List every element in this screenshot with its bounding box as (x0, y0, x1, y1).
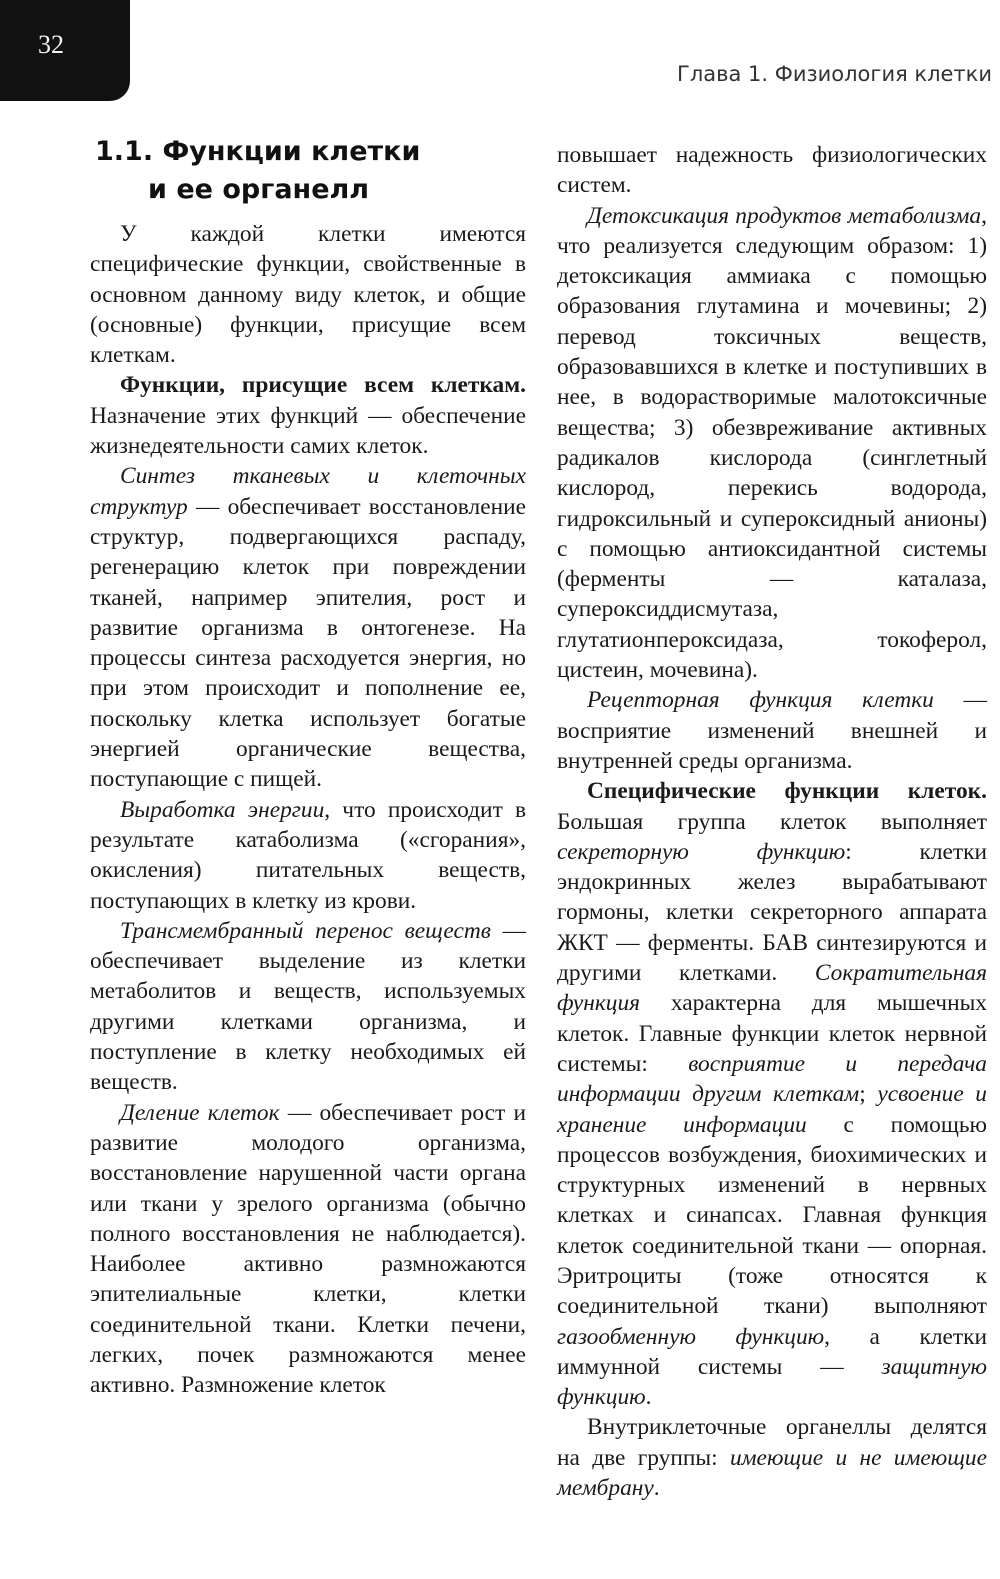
italic-term: восприятие и передача информации другим клеткам (557, 1050, 987, 1108)
paragraph-receptor (557, 685, 987, 776)
paragraph-text: : клетки эндокринных желез вырабатывают гормоны, клетки секреторного аппарата ЖКТ — ферменты. БАВ синтезируются и другими клетками. (557, 838, 987, 987)
running-head: Глава 1. Физиология клетки (677, 62, 992, 86)
paragraph-continuation: повышает надежность физиологических систем. (557, 142, 987, 199)
paragraph-text: , что происходит в результате катаболизма («сгорания», окисления) питательных веществ, поступающих в клетку из крови. (90, 796, 526, 914)
paragraph-text: с помощью процессов возбуждения, биохимических и структурных изменений в нервных клетках и синапсах. Главная функция клеток соединительной ткани — опорная. Эритроциты (тоже относятся к соединительной ткани) выполняют (557, 1111, 987, 1320)
paragraph-specific-functions (557, 776, 987, 1412)
paragraph-text: характерна для мышечных клеток. Главные функции клеток нервной системы: (557, 990, 987, 1077)
paragraph-transport (90, 916, 526, 1098)
section-title (95, 133, 535, 209)
italic-term: Синтез тканевых и клеточных структур (90, 463, 526, 520)
paragraph-text: — обеспечивает выделение из клетки метаболитов и веществ, используемых другими клетками организма, и поступление в клетку необходимых ей веществ. (90, 917, 526, 1096)
paragraph-energy (90, 795, 526, 916)
section-title-line2: и ее органелл (148, 174, 370, 205)
paragraph-text: Внутриклеточные органеллы делятся на две группы: (557, 1414, 987, 1471)
italic-term: секреторную функцию (557, 838, 846, 865)
italic-term: Рецепторная функция клетки (587, 687, 934, 714)
paragraph-text: ; (859, 1081, 878, 1108)
paragraph-organelles (557, 1412, 987, 1503)
page-number: 32 (38, 30, 64, 59)
italic-term: Деление клеток (120, 1099, 280, 1126)
left-column (90, 219, 526, 1401)
italic-term: газообменную функцию (557, 1323, 825, 1350)
section-title-line1: Функции клетки (162, 136, 421, 167)
paragraph-general-functions (90, 370, 526, 461)
paragraph-text: . (645, 1384, 652, 1411)
paragraph-text: , а клетки иммунной системы — (557, 1323, 987, 1380)
paragraph-synthesis (90, 461, 526, 794)
section-number: 1.1. (95, 136, 154, 167)
paragraph-text: Назначение этих функций — обеспечение жизнедеятельности самих клеток. (90, 402, 526, 460)
page-number-tab (0, 0, 130, 101)
italic-term: усвоение и хранение информации (557, 1081, 987, 1138)
bold-term: Функции, присущие всем клеткам. (120, 372, 526, 399)
paragraph-division (90, 1098, 526, 1401)
italic-term: Выработка энергии (120, 796, 325, 823)
bold-term: Специфические функции клеток. (587, 778, 987, 805)
paragraph-detox (557, 201, 987, 686)
paragraph-text: . (653, 1475, 660, 1502)
paragraph-text: — обеспечивает восстановление структур, подвергающихся распаду, регенерацию клеток при повреждении тканей, например эпителия, рост и развитие организма в онтогенезе. На процессы синтеза расходуется энергия, но при этом происходит и пополнение ее, поскольку клетка использует богатые энергией органические вещества, поступающие с пищей. (90, 493, 526, 793)
paragraph-text: Большая группа клеток выполняет (557, 808, 987, 835)
italic-term: Трансмембранный перенос веществ (120, 917, 491, 944)
paragraph-text: , что реализуется следующим образом: 1) детоксикация аммиака с помощью образования глутамина и мочевины; 2) перевод токсичных веществ, образовавшихся в клетке и поступивших в нее, в водорастворимые малотоксичные вещества; 3) обезвреживание активных радикалов кислорода (синглетный кислород, перекись водорода, гидроксильный и супероксидный анионы) с помощью антиоксидантной системы (ферменты — каталаза, супероксиддисмутаза, глутатионпероксидаза, токоферол, цистеин, мочевина). (557, 202, 987, 684)
italic-term: Сократительная функция (557, 960, 987, 1017)
paragraph-text: — восприятие изменений внешней и внутренней среды организма. (557, 687, 987, 774)
paragraph-text: — обеспечивает рост и развитие молодого организма, восстановление нарушенной части органа или ткани у зрелого организма (обычно полного восстановления не наблюдается). Наиболее активно размножаются эпителиальные клетки, клетки соединительной ткани. Клетки печени, легких, почек размножаются менее активно. Размножение клеток (90, 1099, 526, 1399)
paragraph-intro: У каждой клетки имеются специфические функции, свойственные в основном данному виду клеток, и общие (основные) функции, присущие всем клеткам. (90, 221, 526, 369)
italic-term: имеющие и не имеющие мембрану (557, 1444, 987, 1502)
right-column (557, 140, 987, 1503)
italic-term: Детоксикация продуктов метаболизма (587, 202, 982, 229)
italic-term: защитную функцию (557, 1353, 987, 1411)
